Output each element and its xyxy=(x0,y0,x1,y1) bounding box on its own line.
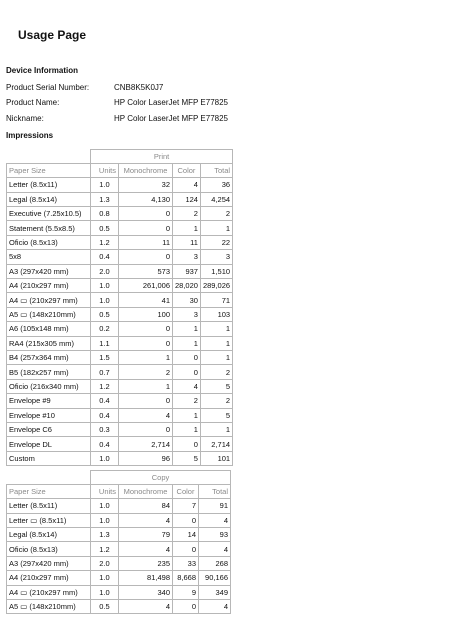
copy-header-paper-size: Paper Size xyxy=(7,484,91,498)
copy-cell-paper-size: A4 ▭ (210x297 mm) xyxy=(7,585,91,599)
print-cell-monochrome: 0 xyxy=(119,207,173,221)
copy-cell-monochrome: 4 xyxy=(119,542,173,556)
print-cell-paper-size: Envelope DL xyxy=(7,437,91,451)
print-cell-total: 1 xyxy=(200,336,232,350)
print-row xyxy=(7,264,233,278)
copy-header-total: Total xyxy=(199,484,231,498)
copy-cell-color: 8,668 xyxy=(173,571,199,585)
copy-cell-color: 0 xyxy=(173,542,199,556)
print-cell-total: 3 xyxy=(200,250,232,264)
copy-row xyxy=(7,542,231,556)
print-cell-monochrome: 0 xyxy=(119,250,173,264)
print-cell-color: 2 xyxy=(173,207,201,221)
print-cell-color: 4 xyxy=(173,178,201,192)
print-cell-total: 71 xyxy=(200,293,232,307)
copy-header-monochrome: Monochrome xyxy=(119,484,173,498)
print-cell-units: 1.0 xyxy=(91,451,119,465)
copy-cell-monochrome: 4 xyxy=(119,513,173,527)
print-cell-paper-size: B5 (182x257 mm) xyxy=(7,365,91,379)
copy-cell-total: 349 xyxy=(199,585,231,599)
copy-cell-total: 4 xyxy=(199,513,231,527)
copy-cell-monochrome: 81,498 xyxy=(119,571,173,585)
print-cell-color: 30 xyxy=(173,293,201,307)
print-row xyxy=(7,394,233,408)
print-cell-units: 0.8 xyxy=(91,207,119,221)
print-cell-units: 0.3 xyxy=(91,422,119,436)
print-cell-paper-size: RA4 (215x305 mm) xyxy=(7,336,91,350)
print-cell-units: 1.2 xyxy=(91,235,119,249)
print-cell-units: 1.1 xyxy=(91,336,119,350)
print-cell-paper-size: A5 ▭ (148x210mm) xyxy=(7,307,91,321)
copy-cell-paper-size: Letter (8.5x11) xyxy=(7,499,91,513)
print-group-spacer xyxy=(7,150,91,164)
print-cell-monochrome: 11 xyxy=(119,235,173,249)
print-cell-paper-size: Statement (5.5x8.5) xyxy=(7,221,91,235)
print-cell-monochrome: 4,130 xyxy=(119,192,173,206)
print-cell-units: 1.3 xyxy=(91,192,119,206)
copy-cell-units: 1.0 xyxy=(91,499,119,513)
copy-row xyxy=(7,499,231,513)
print-cell-monochrome: 0 xyxy=(119,322,173,336)
print-cell-units: 1.0 xyxy=(91,279,119,293)
print-cell-total: 36 xyxy=(200,178,232,192)
copy-cell-total: 90,166 xyxy=(199,571,231,585)
print-cell-monochrome: 0 xyxy=(119,336,173,350)
print-header-total: Total xyxy=(200,163,232,177)
print-cell-color: 3 xyxy=(173,250,201,264)
device-information-heading: Device Information xyxy=(6,66,79,75)
copy-cell-paper-size: Oficio (8.5x13) xyxy=(7,542,91,556)
print-row xyxy=(7,279,233,293)
copy-cell-total: 4 xyxy=(199,600,231,614)
print-cell-total: 5 xyxy=(200,408,232,422)
print-cell-total: 5 xyxy=(200,379,232,393)
copy-cell-paper-size: A3 (297x420 mm) xyxy=(7,556,91,570)
print-cell-color: 0 xyxy=(173,437,201,451)
product-name-label: Product Name: xyxy=(6,98,60,107)
copy-cell-total: 91 xyxy=(199,499,231,513)
copy-row xyxy=(7,585,231,599)
copy-header-color: Color xyxy=(173,484,199,498)
copy-cell-monochrome: 4 xyxy=(119,600,173,614)
print-cell-monochrome: 100 xyxy=(119,307,173,321)
print-cell-monochrome: 0 xyxy=(119,221,173,235)
print-header-units: Units xyxy=(91,163,119,177)
print-cell-color: 11 xyxy=(173,235,201,249)
print-cell-color: 1 xyxy=(173,221,201,235)
print-cell-paper-size: Envelope C6 xyxy=(7,422,91,436)
print-cell-total: 1 xyxy=(200,221,232,235)
copy-cell-units: 1.0 xyxy=(91,513,119,527)
copy-cell-units: 1.3 xyxy=(91,528,119,542)
print-cell-units: 0.4 xyxy=(91,437,119,451)
print-cell-paper-size: Executive (7.25x10.5) xyxy=(7,207,91,221)
print-cell-color: 0 xyxy=(173,365,201,379)
print-cell-monochrome: 573 xyxy=(119,264,173,278)
copy-header-units: Units xyxy=(91,484,119,498)
print-cell-units: 0.2 xyxy=(91,322,119,336)
print-cell-monochrome: 2 xyxy=(119,365,173,379)
print-header-monochrome: Monochrome xyxy=(119,163,173,177)
print-row xyxy=(7,293,233,307)
print-cell-total: 2 xyxy=(200,365,232,379)
copy-cell-units: 2.0 xyxy=(91,556,119,570)
print-cell-monochrome: 96 xyxy=(119,451,173,465)
print-row xyxy=(7,250,233,264)
print-cell-paper-size: Envelope #9 xyxy=(7,394,91,408)
print-cell-units: 0.4 xyxy=(91,394,119,408)
print-row xyxy=(7,437,233,451)
serial-number-value: CNB8K5K0J7 xyxy=(114,83,164,92)
copy-cell-monochrome: 340 xyxy=(119,585,173,599)
print-row xyxy=(7,379,233,393)
print-cell-units: 0.4 xyxy=(91,250,119,264)
print-row xyxy=(7,350,233,364)
print-cell-units: 2.0 xyxy=(91,264,119,278)
print-row xyxy=(7,235,233,249)
copy-row xyxy=(7,571,231,585)
print-cell-units: 1.2 xyxy=(91,379,119,393)
print-cell-paper-size: Legal (8.5x14) xyxy=(7,192,91,206)
print-header-paper-size: Paper Size xyxy=(7,163,91,177)
print-row xyxy=(7,192,233,206)
nickname-label: Nickname: xyxy=(6,114,44,123)
print-cell-units: 0.5 xyxy=(91,307,119,321)
print-cell-paper-size: A4 (210x297 mm) xyxy=(7,279,91,293)
copy-cell-color: 14 xyxy=(173,528,199,542)
copy-cell-color: 33 xyxy=(173,556,199,570)
print-cell-total: 22 xyxy=(200,235,232,249)
print-cell-monochrome: 261,006 xyxy=(119,279,173,293)
print-cell-monochrome: 0 xyxy=(119,394,173,408)
copy-cell-units: 1.0 xyxy=(91,571,119,585)
print-row xyxy=(7,365,233,379)
print-cell-color: 5 xyxy=(173,451,201,465)
print-cell-color: 3 xyxy=(173,307,201,321)
nickname-row xyxy=(6,114,466,126)
print-cell-monochrome: 1 xyxy=(119,379,173,393)
print-cell-paper-size: A6 (105x148 mm) xyxy=(7,322,91,336)
copy-cell-paper-size: Letter ▭ (8.5x11) xyxy=(7,513,91,527)
copy-group-spacer xyxy=(7,471,91,485)
print-cell-total: 4,254 xyxy=(200,192,232,206)
print-cell-total: 2,714 xyxy=(200,437,232,451)
print-cell-color: 1 xyxy=(173,422,201,436)
print-cell-total: 1,510 xyxy=(200,264,232,278)
product-name-row xyxy=(6,98,466,110)
copy-row xyxy=(7,556,231,570)
serial-number-row xyxy=(6,83,466,95)
print-cell-total: 289,026 xyxy=(200,279,232,293)
copy-cell-monochrome: 235 xyxy=(119,556,173,570)
print-group-header: Print xyxy=(91,150,233,164)
copy-cell-total: 268 xyxy=(199,556,231,570)
print-row xyxy=(7,451,233,465)
copy-row xyxy=(7,528,231,542)
print-cell-paper-size: Letter (8.5x11) xyxy=(7,178,91,192)
copy-cell-units: 0.5 xyxy=(91,600,119,614)
print-row xyxy=(7,307,233,321)
page-title: Usage Page xyxy=(18,28,87,42)
print-cell-color: 1 xyxy=(173,408,201,422)
print-usage-table xyxy=(6,149,233,466)
copy-cell-paper-size: A5 ▭ (148x210mm) xyxy=(7,600,91,614)
print-row xyxy=(7,408,233,422)
copy-cell-total: 4 xyxy=(199,542,231,556)
copy-cell-units: 1.0 xyxy=(91,585,119,599)
print-cell-color: 1 xyxy=(173,322,201,336)
copy-row xyxy=(7,600,231,614)
copy-cell-units: 1.2 xyxy=(91,542,119,556)
print-cell-monochrome: 1 xyxy=(119,350,173,364)
print-cell-units: 1.0 xyxy=(91,293,119,307)
copy-cell-color: 7 xyxy=(173,499,199,513)
copy-cell-monochrome: 79 xyxy=(119,528,173,542)
print-row xyxy=(7,221,233,235)
copy-cell-color: 0 xyxy=(173,600,199,614)
print-cell-color: 937 xyxy=(173,264,201,278)
print-cell-color: 28,020 xyxy=(173,279,201,293)
print-cell-monochrome: 0 xyxy=(119,422,173,436)
copy-usage-table xyxy=(6,470,231,614)
nickname-value: HP Color LaserJet MFP E77825 xyxy=(114,114,228,123)
print-row xyxy=(7,207,233,221)
print-cell-units: 0.5 xyxy=(91,221,119,235)
print-cell-units: 0.7 xyxy=(91,365,119,379)
print-cell-paper-size: 5x8 xyxy=(7,250,91,264)
print-cell-paper-size: Oficio (8.5x13) xyxy=(7,235,91,249)
print-cell-total: 103 xyxy=(200,307,232,321)
print-row xyxy=(7,178,233,192)
product-name-value: HP Color LaserJet MFP E77825 xyxy=(114,98,228,107)
copy-cell-color: 0 xyxy=(173,513,199,527)
print-row xyxy=(7,336,233,350)
print-cell-monochrome: 41 xyxy=(119,293,173,307)
copy-cell-monochrome: 84 xyxy=(119,499,173,513)
print-cell-color: 124 xyxy=(173,192,201,206)
print-cell-total: 2 xyxy=(200,207,232,221)
print-row xyxy=(7,322,233,336)
copy-cell-paper-size: A4 (210x297 mm) xyxy=(7,571,91,585)
print-cell-monochrome: 2,714 xyxy=(119,437,173,451)
print-cell-total: 1 xyxy=(200,350,232,364)
print-cell-units: 1.5 xyxy=(91,350,119,364)
copy-row xyxy=(7,513,231,527)
copy-cell-color: 9 xyxy=(173,585,199,599)
print-cell-paper-size: B4 (257x364 mm) xyxy=(7,350,91,364)
print-cell-paper-size: Envelope #10 xyxy=(7,408,91,422)
impressions-heading: Impressions xyxy=(6,131,54,140)
print-cell-units: 1.0 xyxy=(91,178,119,192)
print-cell-paper-size: Custom xyxy=(7,451,91,465)
copy-cell-paper-size: Legal (8.5x14) xyxy=(7,528,91,542)
serial-number-label: Product Serial Number: xyxy=(6,83,90,92)
copy-group-header: Copy xyxy=(91,471,231,485)
print-cell-paper-size: A4 ▭ (210x297 mm) xyxy=(7,293,91,307)
print-cell-color: 4 xyxy=(173,379,201,393)
print-cell-monochrome: 4 xyxy=(119,408,173,422)
print-cell-units: 0.4 xyxy=(91,408,119,422)
print-cell-color: 1 xyxy=(173,336,201,350)
print-cell-total: 1 xyxy=(200,322,232,336)
print-cell-paper-size: A3 (297x420 mm) xyxy=(7,264,91,278)
print-cell-total: 1 xyxy=(200,422,232,436)
print-cell-total: 2 xyxy=(200,394,232,408)
print-header-color: Color xyxy=(173,163,201,177)
copy-cell-total: 93 xyxy=(199,528,231,542)
print-cell-monochrome: 32 xyxy=(119,178,173,192)
print-row xyxy=(7,422,233,436)
print-cell-paper-size: Oficio (216x340 mm) xyxy=(7,379,91,393)
print-cell-color: 2 xyxy=(173,394,201,408)
print-cell-total: 101 xyxy=(200,451,232,465)
print-cell-color: 0 xyxy=(173,350,201,364)
